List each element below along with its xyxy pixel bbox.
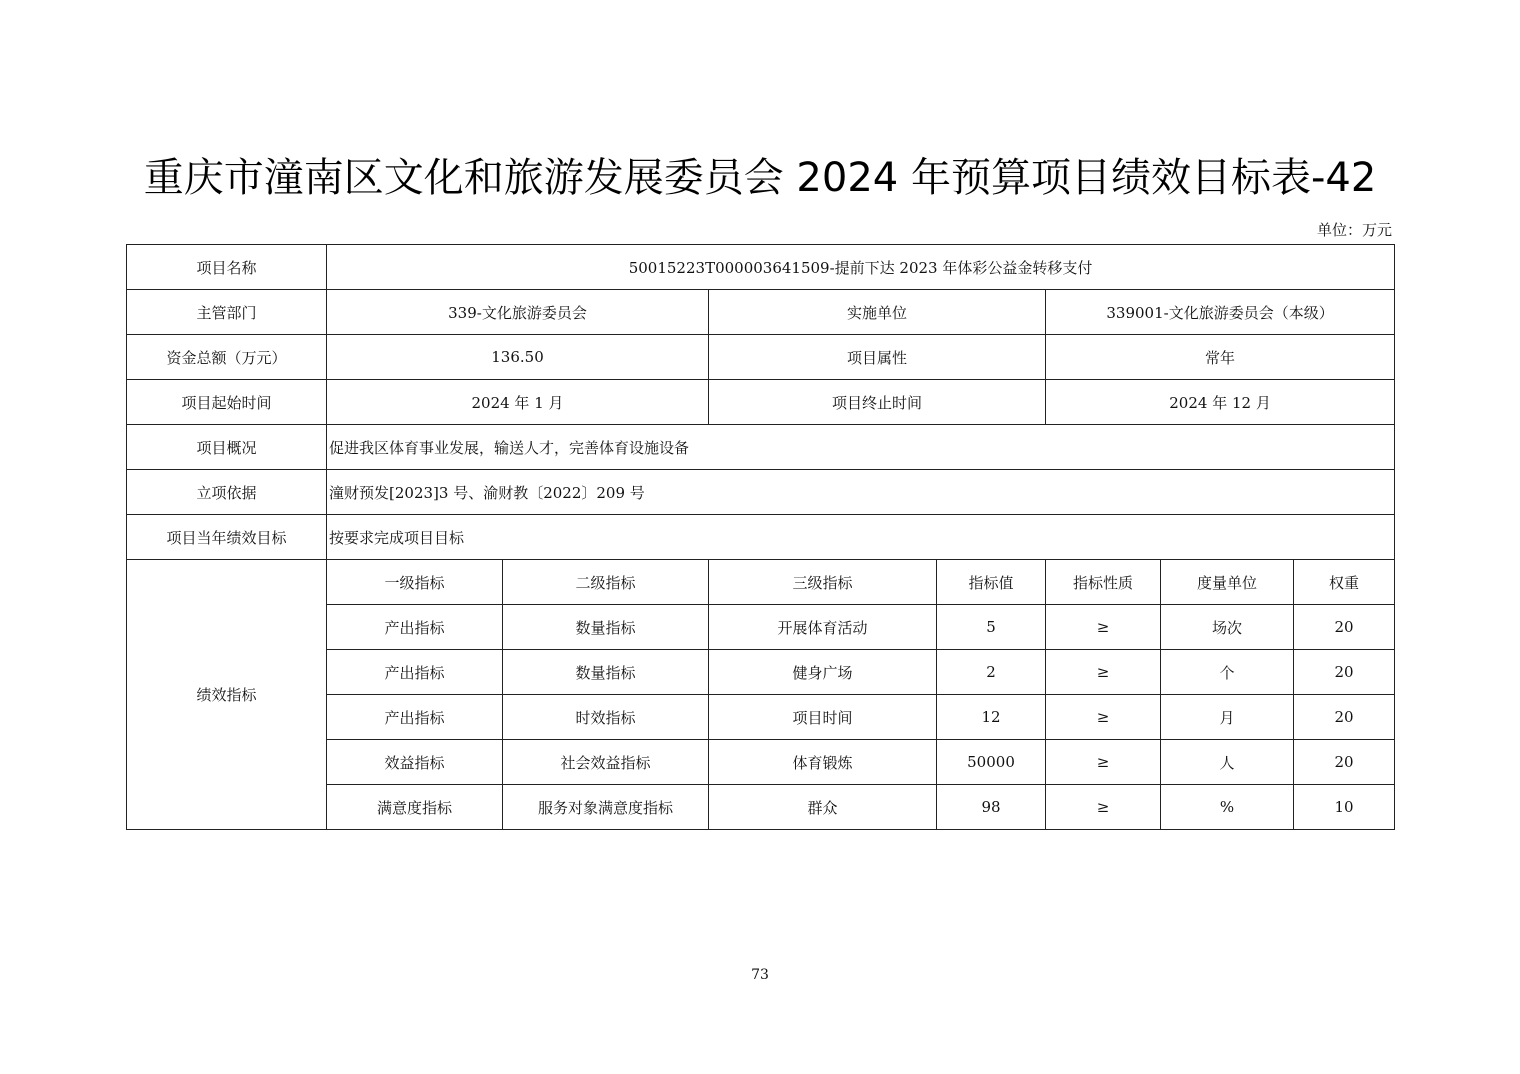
performance-table: [126, 244, 1395, 830]
value-cell: 98: [937, 785, 1046, 830]
header-cell: 二级指标: [503, 560, 709, 605]
weight-cell: 20: [1294, 650, 1395, 695]
level2-cell: 服务对象满意度指标: [503, 785, 709, 830]
weight-cell: 20: [1294, 695, 1395, 740]
unit-cell: %: [1161, 785, 1294, 830]
weight-cell: 20: [1294, 605, 1395, 650]
overview-value: 促进我区体育事业发展，输送人才，完善体育设施设备: [327, 425, 1395, 470]
start-value: 2024 年 1 月: [327, 380, 709, 425]
table-row: [127, 515, 1395, 560]
level2-cell: 社会效益指标: [503, 740, 709, 785]
value-cell: 2: [937, 650, 1046, 695]
basis-label: 立项依据: [127, 470, 327, 515]
level1-cell: 产出指标: [327, 695, 503, 740]
weight-cell: 10: [1294, 785, 1395, 830]
attr-value: 常年: [1046, 335, 1395, 380]
page-title: 重庆市潼南区文化和旅游发展委员会 2024 年预算项目绩效目标表-42: [143, 155, 1377, 201]
perf-indicator-label: 绩效指标: [127, 560, 327, 830]
unit-label: 单位：万元: [1316, 221, 1392, 239]
start-label: 项目起始时间: [127, 380, 327, 425]
nature-cell: ≥: [1046, 605, 1161, 650]
impl-label: 实施单位: [709, 290, 1046, 335]
level3-cell: 体育锻炼: [709, 740, 937, 785]
goal-label: 项目当年绩效目标: [127, 515, 327, 560]
level2-cell: 时效指标: [503, 695, 709, 740]
level2-cell: 数量指标: [503, 650, 709, 695]
dept-value: 339-文化旅游委员会: [327, 290, 709, 335]
nature-cell: ≥: [1046, 650, 1161, 695]
overview-label: 项目概况: [127, 425, 327, 470]
project-name-label: 项目名称: [127, 245, 327, 290]
nature-cell: ≥: [1046, 740, 1161, 785]
attr-label: 项目属性: [709, 335, 1046, 380]
table-row: [127, 290, 1395, 335]
header-cell: 指标值: [937, 560, 1046, 605]
table-row: [127, 380, 1395, 425]
fund-value: 136.50: [327, 335, 709, 380]
dept-label: 主管部门: [127, 290, 327, 335]
table-row: [127, 425, 1395, 470]
nature-cell: ≥: [1046, 785, 1161, 830]
level3-cell: 开展体育活动: [709, 605, 937, 650]
table-row: [127, 245, 1395, 290]
end-value: 2024 年 12 月: [1046, 380, 1395, 425]
end-label: 项目终止时间: [709, 380, 1046, 425]
level1-cell: 满意度指标: [327, 785, 503, 830]
value-cell: 50000: [937, 740, 1046, 785]
header-cell: 一级指标: [327, 560, 503, 605]
unit-cell: 月: [1161, 695, 1294, 740]
level1-cell: 产出指标: [327, 605, 503, 650]
level2-cell: 数量指标: [503, 605, 709, 650]
value-cell: 5: [937, 605, 1046, 650]
project-name-value: 50015223T000003641509-提前下达 2023 年体彩公益金转移支付: [327, 245, 1395, 290]
page-number: 73: [751, 967, 769, 983]
header-cell: 指标性质: [1046, 560, 1161, 605]
value-cell: 12: [937, 695, 1046, 740]
header-cell: 三级指标: [709, 560, 937, 605]
level1-cell: 产出指标: [327, 650, 503, 695]
table-row: [127, 470, 1395, 515]
unit-cell: 个: [1161, 650, 1294, 695]
impl-value: 339001-文化旅游委员会（本级）: [1046, 290, 1395, 335]
weight-cell: 20: [1294, 740, 1395, 785]
unit-cell: 人: [1161, 740, 1294, 785]
header-cell: 权重: [1294, 560, 1395, 605]
table-row: [127, 335, 1395, 380]
level3-cell: 健身广场: [709, 650, 937, 695]
level3-cell: 项目时间: [709, 695, 937, 740]
level1-cell: 效益指标: [327, 740, 503, 785]
indicator-header-row: [127, 560, 1395, 605]
unit-cell: 场次: [1161, 605, 1294, 650]
basis-value: 潼财预发[2023]3 号、渝财教〔2022〕209 号: [327, 470, 1395, 515]
fund-label: 资金总额（万元）: [127, 335, 327, 380]
level3-cell: 群众: [709, 785, 937, 830]
header-cell: 度量单位: [1161, 560, 1294, 605]
goal-value: 按要求完成项目目标: [327, 515, 1395, 560]
nature-cell: ≥: [1046, 695, 1161, 740]
